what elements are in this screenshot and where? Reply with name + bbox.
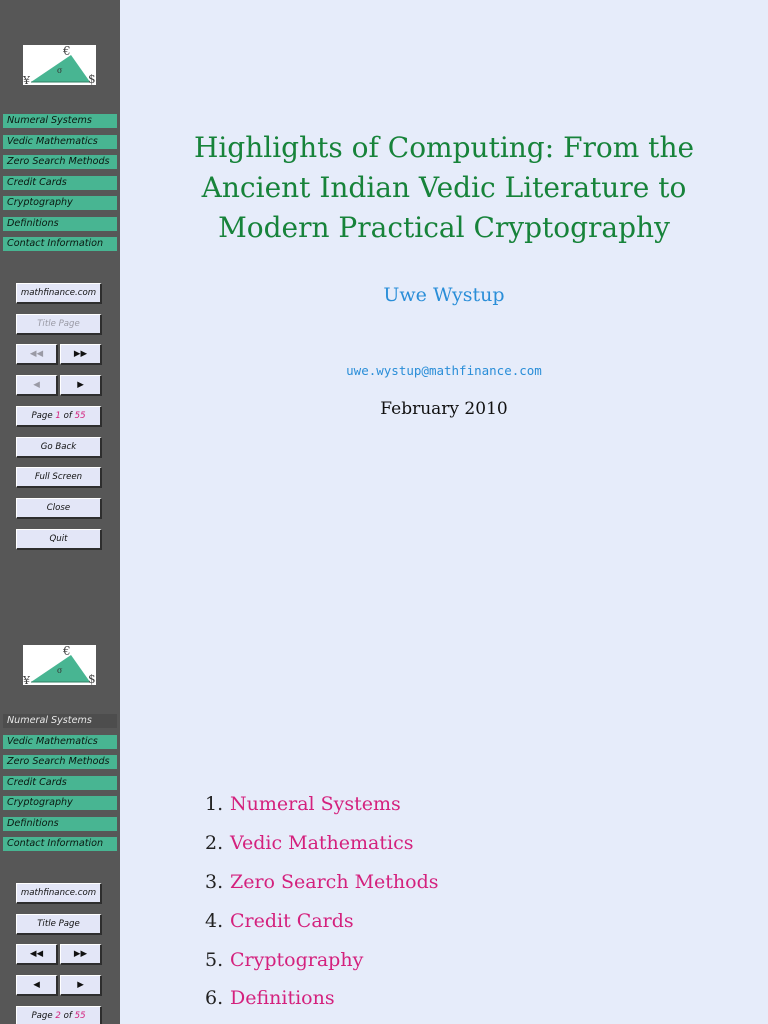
next-page-button[interactable] bbox=[60, 975, 102, 996]
yen-symbol: ¥ bbox=[23, 674, 30, 685]
toc-item: 3. Zero Search Methods bbox=[205, 870, 439, 893]
full-screen-button[interactable]: Full Screen bbox=[16, 467, 102, 488]
sigma-symbol: σ bbox=[57, 666, 63, 675]
logo bbox=[23, 645, 96, 685]
nav-numeral-systems[interactable]: Numeral Systems bbox=[3, 714, 117, 728]
toc-link-credit-cards[interactable]: Credit Cards bbox=[230, 909, 354, 932]
section-nav bbox=[3, 714, 117, 858]
nav-numeral-systems[interactable]: Numeral Systems bbox=[3, 114, 117, 128]
next-page-button[interactable] bbox=[60, 375, 102, 396]
author-name: Uwe Wystup bbox=[383, 284, 505, 306]
page-total: 55 bbox=[74, 1011, 86, 1021]
nav-zero-search-methods[interactable]: Zero Search Methods bbox=[3, 755, 117, 769]
page-of: of bbox=[63, 411, 72, 421]
nav-vedic-mathematics[interactable]: Vedic Mathematics bbox=[3, 135, 117, 149]
page-total: 55 bbox=[74, 411, 86, 421]
toc-link-zero-search-methods[interactable]: Zero Search Methods bbox=[230, 870, 439, 893]
logo-triangle-icon bbox=[23, 645, 96, 685]
toc-item: 6. Definitions bbox=[205, 987, 335, 1010]
rewind-button[interactable] bbox=[16, 944, 58, 965]
previous-icon: ◀ bbox=[33, 980, 40, 990]
nav-cryptography[interactable]: Cryptography bbox=[3, 796, 117, 810]
mathfinance-link-button[interactable]: mathfinance.com bbox=[16, 283, 102, 304]
table-of-contents bbox=[205, 793, 439, 1024]
title-line-2: Ancient Indian Vedic Literature to bbox=[201, 171, 687, 204]
toc-item: 2. Vedic Mathematics bbox=[205, 831, 414, 854]
main-content bbox=[120, 0, 768, 1024]
toc-link-vedic-mathematics[interactable]: Vedic Mathematics bbox=[230, 831, 414, 854]
euro-symbol: € bbox=[63, 45, 71, 58]
fast-forward-icon: ▶▶ bbox=[73, 349, 88, 359]
logo bbox=[23, 45, 96, 85]
page-title bbox=[120, 128, 768, 248]
title-page-button[interactable]: Title Page bbox=[16, 914, 102, 935]
rewind-button[interactable] bbox=[16, 344, 58, 365]
nav-definitions[interactable]: Definitions bbox=[3, 817, 117, 831]
fast-forward-icon: ▶▶ bbox=[73, 949, 88, 959]
sigma-symbol: σ bbox=[57, 66, 63, 75]
page-indicator[interactable] bbox=[16, 406, 102, 427]
euro-symbol: € bbox=[63, 645, 71, 658]
mathfinance-link-button[interactable]: mathfinance.com bbox=[16, 883, 102, 904]
previous-page-button[interactable] bbox=[16, 375, 58, 396]
rewind-icon: ◀◀ bbox=[29, 949, 44, 959]
page-current: 1 bbox=[55, 411, 61, 421]
publication-date: February 2010 bbox=[380, 399, 508, 419]
logo-triangle-icon bbox=[23, 45, 96, 85]
page-current: 2 bbox=[55, 1011, 61, 1021]
title-line-1: Highlights of Computing: From the bbox=[193, 131, 695, 164]
page-prefix: Page bbox=[31, 411, 53, 421]
sidebar-top bbox=[0, 0, 120, 600]
nav-contact-information[interactable]: Contact Information bbox=[3, 237, 117, 251]
author-email-link[interactable]: uwe.wystup@mathfinance.com bbox=[346, 363, 542, 378]
title-page-button[interactable]: Title Page bbox=[16, 314, 102, 335]
toc-item: 1. Numeral Systems bbox=[205, 793, 401, 815]
toc-link-cryptography[interactable]: Cryptography bbox=[230, 948, 364, 971]
nav-zero-search-methods[interactable]: Zero Search Methods bbox=[3, 155, 117, 169]
close-button[interactable]: Close bbox=[16, 498, 102, 519]
yen-symbol: ¥ bbox=[23, 74, 30, 85]
nav-credit-cards[interactable]: Credit Cards bbox=[3, 776, 117, 790]
page-indicator[interactable] bbox=[16, 1006, 102, 1024]
rewind-icon: ◀◀ bbox=[29, 349, 44, 359]
fast-forward-button[interactable] bbox=[60, 344, 102, 365]
section-nav bbox=[3, 114, 117, 258]
go-back-button[interactable]: Go Back bbox=[16, 437, 102, 458]
next-icon: ▶ bbox=[77, 980, 84, 990]
toc-link-numeral-systems[interactable]: Numeral Systems bbox=[230, 793, 401, 815]
nav-definitions[interactable]: Definitions bbox=[3, 217, 117, 231]
page-prefix: Page bbox=[31, 1011, 53, 1021]
title-line-3: Modern Practical Cryptography bbox=[218, 211, 670, 244]
toc-item: 4. Credit Cards bbox=[205, 909, 354, 932]
dollar-symbol: $ bbox=[88, 672, 96, 685]
nav-contact-information[interactable]: Contact Information bbox=[3, 837, 117, 851]
nav-credit-cards[interactable]: Credit Cards bbox=[3, 176, 117, 190]
previous-page-button[interactable] bbox=[16, 975, 58, 996]
fast-forward-button[interactable] bbox=[60, 944, 102, 965]
quit-button[interactable]: Quit bbox=[16, 529, 102, 550]
nav-cryptography[interactable]: Cryptography bbox=[3, 196, 117, 210]
toc-link-definitions[interactable]: Definitions bbox=[230, 987, 335, 1010]
next-icon: ▶ bbox=[77, 380, 84, 390]
previous-icon: ◀ bbox=[33, 380, 40, 390]
dollar-symbol: $ bbox=[88, 72, 96, 85]
page-of: of bbox=[63, 1011, 72, 1021]
sidebar-bottom bbox=[0, 600, 120, 1024]
nav-vedic-mathematics[interactable]: Vedic Mathematics bbox=[3, 735, 117, 749]
toc-item: 5. Cryptography bbox=[205, 948, 364, 971]
